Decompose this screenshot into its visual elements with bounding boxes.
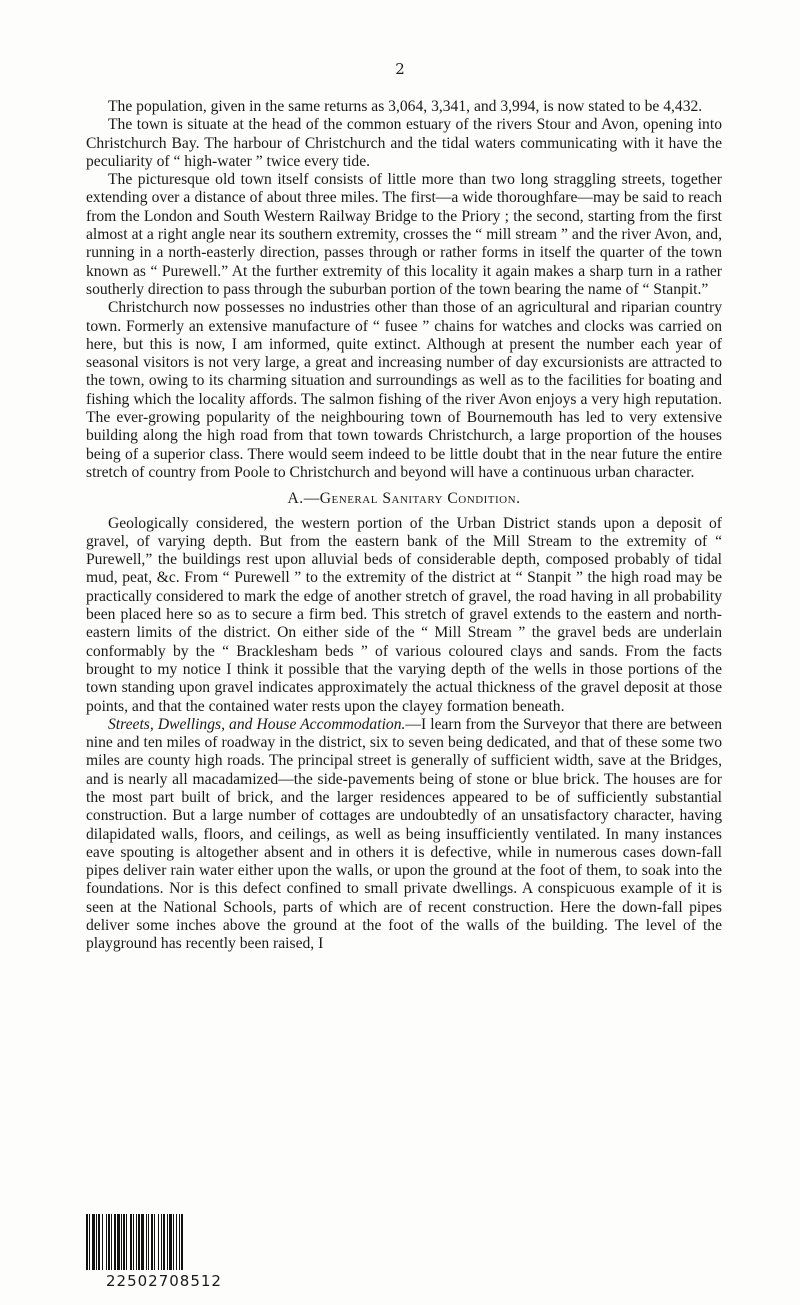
barcode — [86, 1214, 242, 1270]
streets-lead-heading: Streets, Dwellings, and House Accommodation. — [108, 715, 406, 733]
paragraph-geology: Geologically considered, the western portion of the Urban District stands upon a deposit of gravel, of varying depth. But from the eastern bank of the Mill Stream to the extremity of “ Purewell,” the buildings rest upon alluvial beds of considerable depth, composed probably of tidal mud, peat, &c. From “ Purewell ” to the extremity of the district at “ Stanpit ” the high road may be practically considered to mark the edge of another stretch of gravel, the road having in all probability been placed here so as to secure a firm bed. This stretch of gravel extends to the eastern and north-eastern limits of the district. On either side of the “ Mill Stream ” the gravel beds are underlain conformably by the “ Bracklesham beds ” of various coloured clays and sands. From the facts brought to my notice I think it possible that the varying depth of the wells in those portions of the town standing upon gravel indicates approximately the actual thickness of the gravel deposit at those points, and that the contained water rests upon the clayey formation beneath. — [86, 514, 722, 715]
paragraph-population: The population, given in the same returns as 3,064, 3,341, and 3,994, is now stated to be 4,432. — [108, 98, 703, 115]
paragraph-streets-layout: The picturesque old town itself consists of little more than two long straggling streets, together extending over a distance of about three miles. The first—a wide thoroughfare—may be said to reach from the London and South Western Railway Bridge to the Priory ; the second, starting from the first almost at a right angle near its southern extremity, crosses the “ mill stream ” and the river Avon, and, running in a north-easterly direction, passes through or rather forms in itself the quarter of the town known as “ Purewell.” At the further extremity of this locality it again makes a sharp turn in a rather southerly direction to pass through the suburban portion of the town bearing the name of “ Stanpit.” — [86, 171, 722, 298]
barcode-number: 22502708512 — [106, 1272, 222, 1290]
body-text — [86, 98, 722, 954]
barcode-graphic — [86, 1214, 242, 1270]
paragraph-industries: Christchurch now possesses no industries other than those of an agricultural and riparian country town. Formerly an extensive manufacture of “ fusee ” chains for watches and clocks was carried on here, but this is now, I am informed, quite extinct. Although at present the number each year of seasonal visitors is not very large, a great and increasing number of day excursionists are attracted to the town, owing to its charming situation and surroundings as well as to the facilities for boating and fishing which the locality affords. The salmon fishing of the river Avon enjoys a very high reputation. The ever-growing popularity of the neighbouring town of Bournemouth has led to very extensive building along the high road from that town towards Christchurch, a large proportion of the houses being of a superior class. There would seem indeed to be little doubt that in the near future the entire stretch of country from Poole to Christchurch and beyond will have a continuous urban character. — [86, 299, 722, 481]
page-number: 2 — [395, 60, 405, 78]
paragraph-streets-dwellings — [86, 716, 722, 954]
section-heading: A.—General Sanitary Condition. — [287, 490, 521, 508]
streets-body: —I learn from the Surveyor that there are between nine and ten miles of roadway in the district, six to seven being dedicated, and that of these some two miles are county high roads. The principal street is generally of sufficient width, save at the Bridges, and is nearly all macadamized—the side-pavements being of stone or blue brick. The houses are for the most part built of brick, and the larger residences appeared to be of sufficiently substantial construction. But a large number of cottages are undoubtedly of an unsatisfactory character, having dilapidated walls, floors, and ceilings, as well as being insufficiently ventilated. In many instances eave spouting is altogether absent and in others it is defective, while in numerous cases down-fall pipes deliver rain water either upon the walls, or upon the ground at the foot of them, to soak into the foundations. Nor is this defect confined to small private dwellings. A conspicuous example of it is seen at the National Schools, parts of which are of recent construction. Here the down-fall pipes deliver some inches above the ground at the foot of the walls of the building. The level of the playground has recently been raised, I — [86, 715, 722, 953]
paragraph-situation: The town is situate at the head of the common estuary of the rivers Stour and Avon, opening into Christchurch Bay. The harbour of Christchurch and the tidal waters communicating with it have the peculiarity of “ high-water ” twice every tide. — [86, 116, 722, 170]
